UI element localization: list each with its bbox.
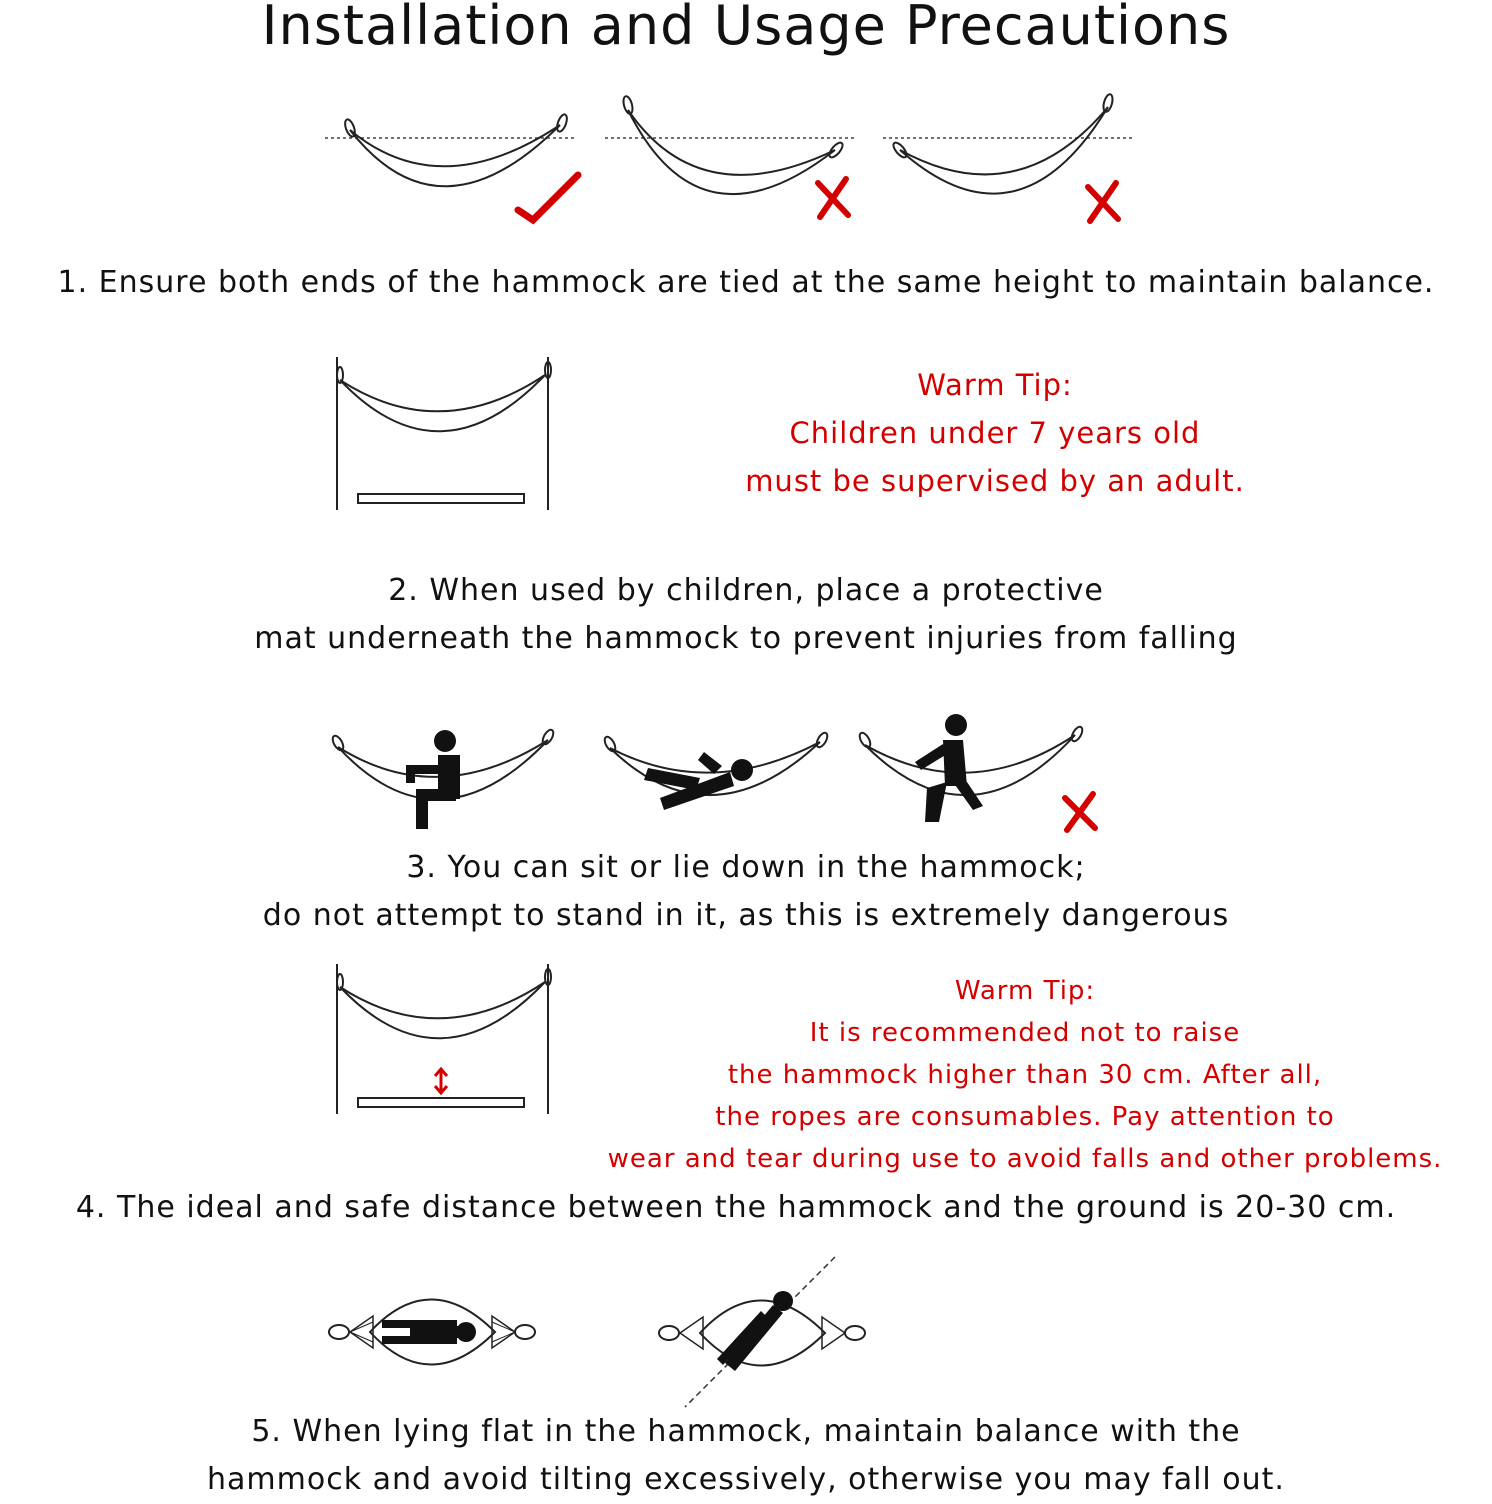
step-1-text: 1. Ensure both ends of the hammock are tied at the same height to maintain balance.	[57, 265, 1435, 300]
warm-tip-1	[700, 361, 1290, 505]
hammock-uneven-left-high-illustration	[600, 95, 870, 230]
warm-tip-2-line-1: It is recommended not to raise	[809, 1018, 1241, 1048]
step-5-line-1: 5. When lying flat in the hammock, maintain balance with the	[251, 1414, 1241, 1449]
step-5-text	[0, 1408, 1492, 1504]
warm-tip-2-line-3: the ropes are consumables. Pay attention to	[715, 1102, 1335, 1132]
hammock-standing-illustration	[855, 710, 1115, 835]
cross-mark-icon	[1065, 794, 1095, 830]
hammock-top-view-straight-illustration	[325, 1282, 540, 1387]
warm-tip-2	[560, 970, 1490, 1180]
step-3-line-2: do not attempt to stand in it, as this is extremely dangerous	[262, 898, 1230, 933]
double-arrow-icon	[435, 1069, 447, 1093]
hammock-level-correct-illustration	[320, 95, 590, 230]
check-mark-icon	[518, 175, 578, 220]
step-2-text	[0, 567, 1492, 663]
cross-mark-icon	[818, 179, 848, 217]
hammock-sitting-illustration	[328, 725, 563, 840]
warm-tip-2-line-4: wear and tear during use to avoid falls and other problems.	[607, 1144, 1443, 1174]
warm-tip-1-heading: Warm Tip:	[917, 368, 1073, 402]
step-2-line-1: 2. When used by children, place a protective	[388, 573, 1104, 608]
hammock-lying-illustration	[600, 730, 835, 825]
step-5-line-2: hammock and avoid tilting excessively, otherwise you may fall out.	[207, 1462, 1285, 1497]
warm-tip-1-line-1: Children under 7 years old	[789, 416, 1201, 450]
hammock-height-illustration	[330, 962, 560, 1122]
hammock-uneven-right-high-illustration	[878, 95, 1148, 230]
cross-mark-icon	[1088, 183, 1118, 221]
warm-tip-2-line-2: the hammock higher than 30 cm. After all,	[727, 1060, 1323, 1090]
page-title: Installation and Usage Precautions	[261, 0, 1231, 57]
step-2-line-2: mat underneath the hammock to prevent injuries from falling	[254, 621, 1238, 656]
step-3-line-1: 3. You can sit or lie down in the hammock;	[406, 850, 1086, 885]
step-3-text	[0, 844, 1492, 940]
warm-tip-1-line-2: must be supervised by an adult.	[745, 464, 1245, 498]
hammock-top-view-tilted-illustration	[655, 1255, 870, 1410]
hammock-with-mat-illustration	[330, 355, 560, 515]
step-4-text: 4. The ideal and safe distance between the hammock and the ground is 20-30 cm.	[75, 1190, 1397, 1225]
warm-tip-2-heading: Warm Tip:	[954, 976, 1096, 1006]
